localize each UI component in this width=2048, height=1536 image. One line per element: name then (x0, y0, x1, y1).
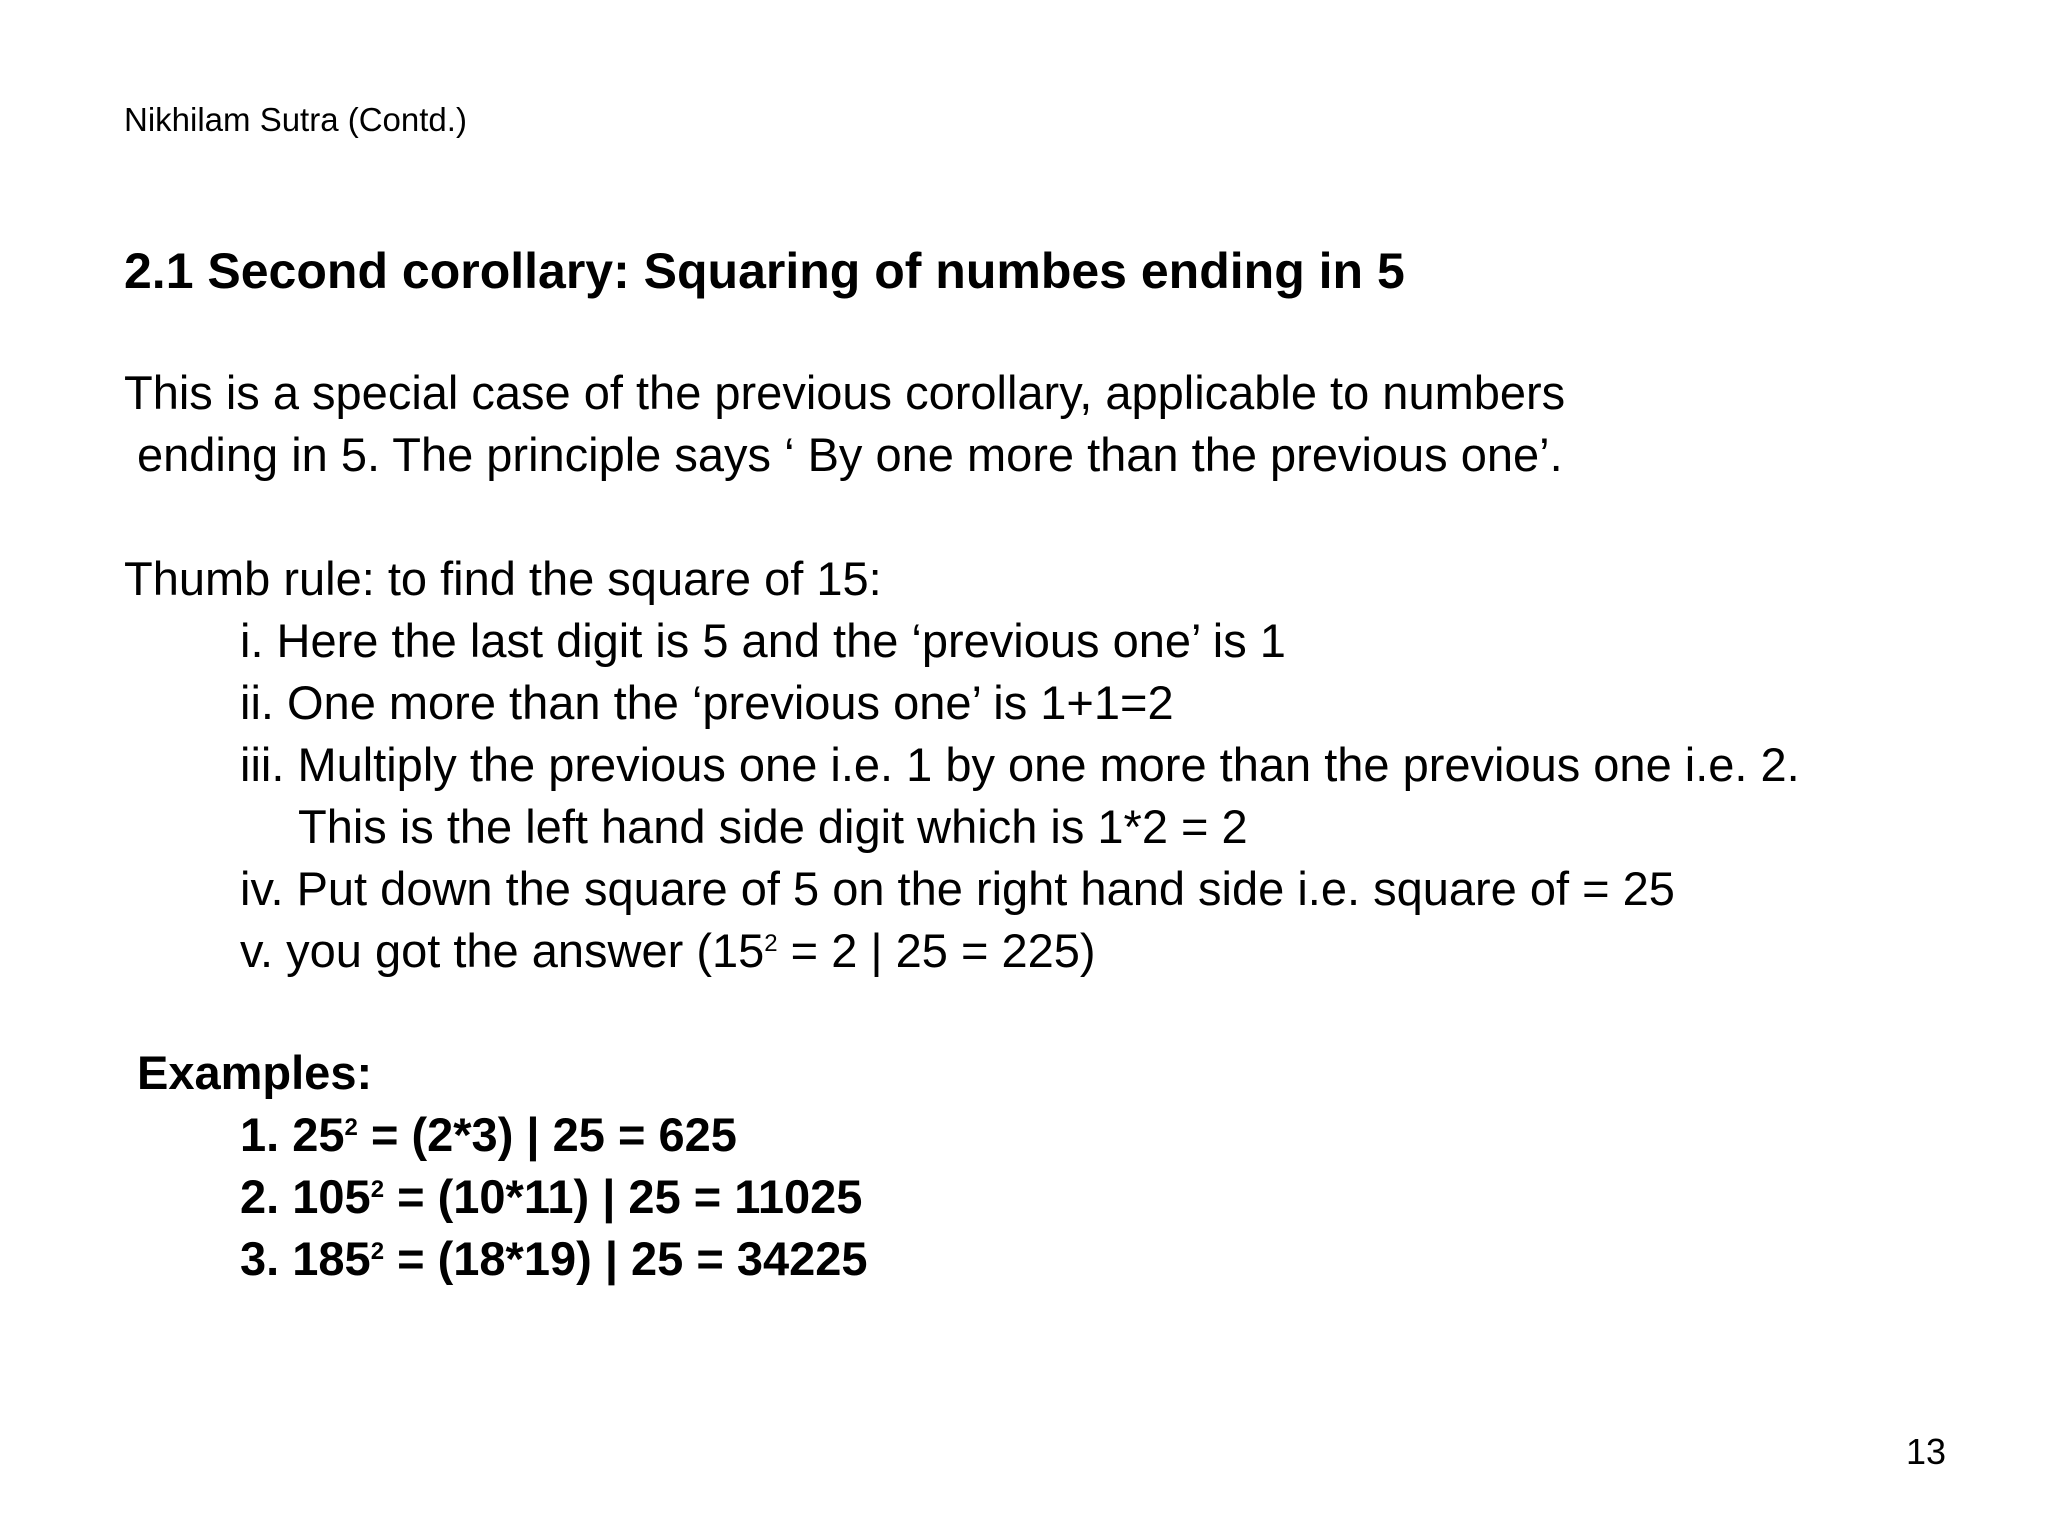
step-5-prefix: v. you got the answer (15 (240, 924, 765, 977)
step-5-suffix: = 2 | 25 = 225) (777, 924, 1096, 977)
thumb-rule-step-1: i. Here the last digit is 5 and the ‘previous one’ is 1 (240, 614, 1286, 667)
example-item-1 (240, 1107, 737, 1163)
example-2-prefix: 2. 105 (240, 1170, 371, 1223)
thumb-rule-step-3-line-2: This is the left hand side digit which is 1*2 = 2 (298, 800, 1248, 853)
examples-title: Examples: (137, 1046, 373, 1099)
running-header: Nikhilam Sutra (Contd.) (124, 101, 467, 138)
section-heading: 2.1 Second corollary: Squaring of numbes ending in 5 (124, 243, 1405, 299)
thumb-rule-step-4: iv. Put down the square of 5 on the right hand side i.e. square of = 25 (240, 862, 1675, 915)
example-1-suffix: = (2*3) | 25 = 625 (357, 1108, 737, 1161)
example-1-superscript: 2 (344, 1114, 358, 1141)
example-3-superscript: 2 (370, 1238, 385, 1265)
thumb-rule-step-3-line-1: iii. Multiply the previous one i.e. 1 by one more than the previous one i.e. 2. (240, 738, 1800, 791)
example-2-superscript: 2 (370, 1176, 385, 1203)
example-item-2 (240, 1169, 862, 1225)
intro-line-1: This is a special case of the previous corollary, applicable to numbers (124, 366, 1566, 419)
step-5-superscript: 2 (764, 930, 778, 957)
example-2-suffix: = (10*11) | 25 = 11025 (384, 1170, 863, 1223)
example-3-prefix: 3. 185 (240, 1232, 371, 1285)
example-3-suffix: = (18*19) | 25 = 34225 (384, 1232, 868, 1285)
example-item-3 (240, 1231, 868, 1287)
intro-line-2: ending in 5. The principle says ‘ By one more than the previous one’. (137, 428, 1563, 481)
thumb-rule-step-5 (240, 923, 1096, 979)
page-number: 13 (1905, 1431, 1946, 1472)
example-1-prefix: 1. 25 (240, 1108, 345, 1161)
thumb-rule-title: Thumb rule: to find the square of 15: (124, 552, 882, 605)
thumb-rule-step-2: ii. One more than the ‘previous one’ is 1+1=2 (240, 676, 1174, 729)
